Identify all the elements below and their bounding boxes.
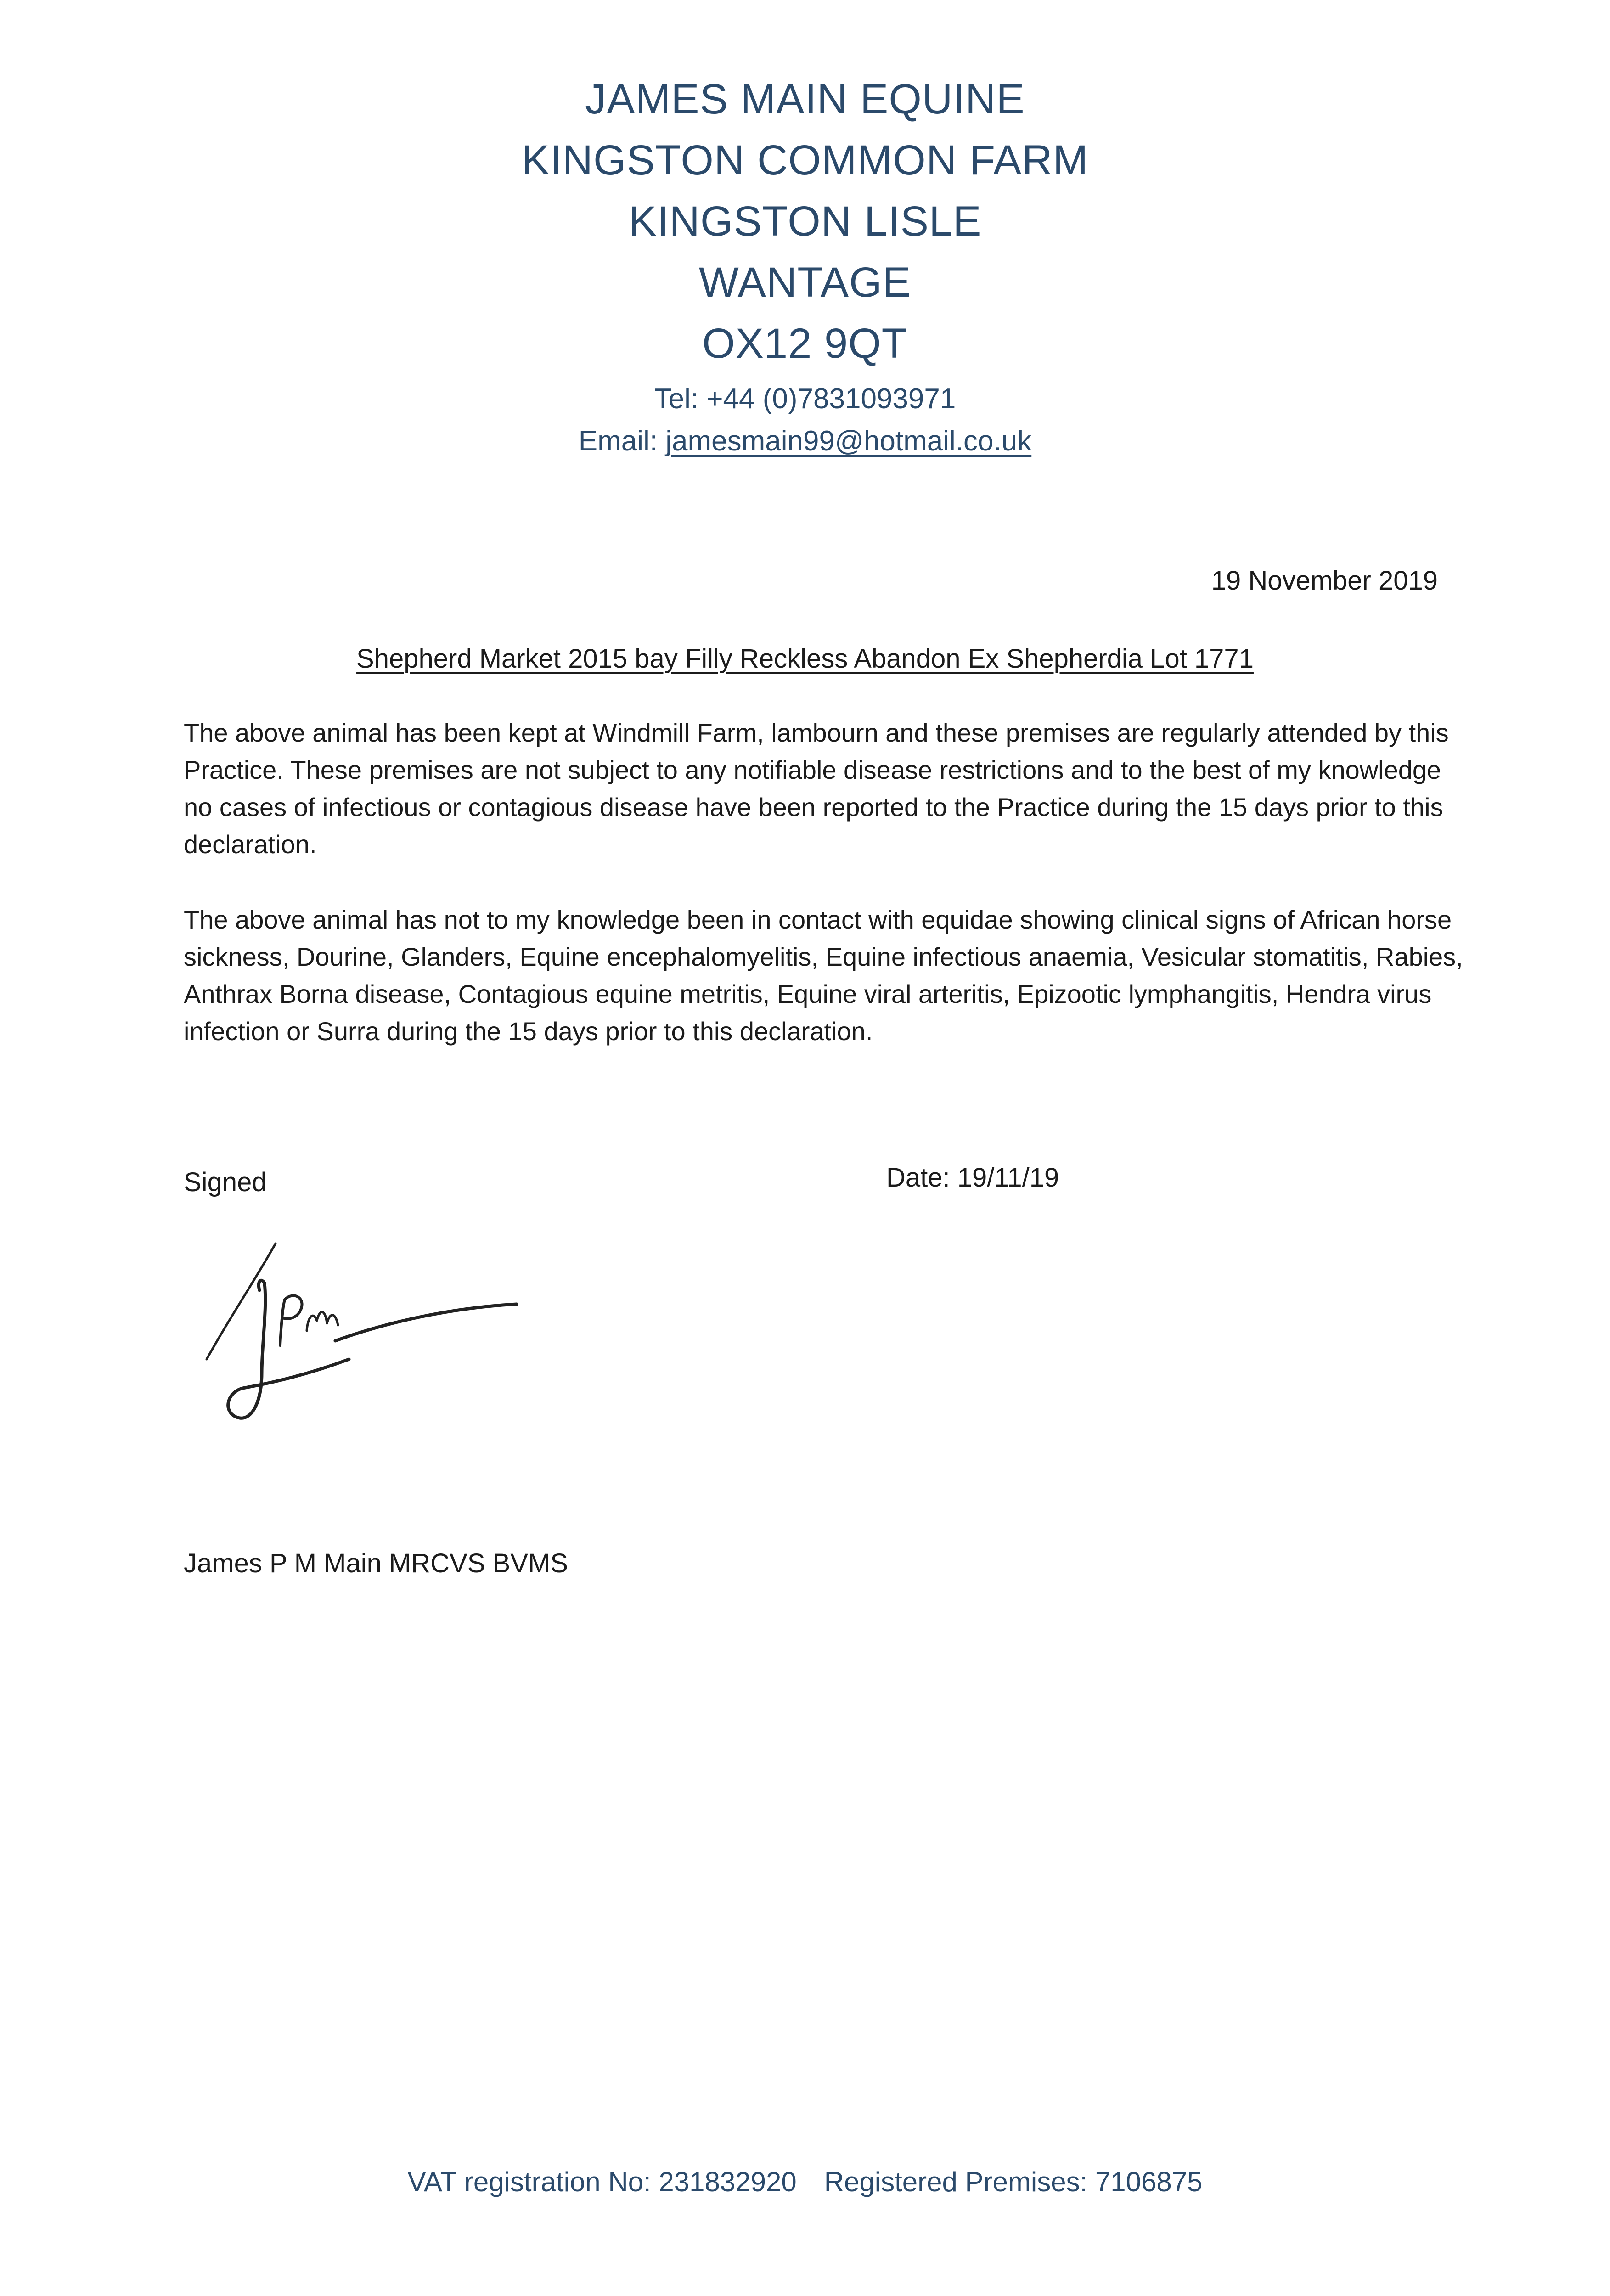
declaration-paragraph-premises: The above animal has been kept at Windmill Farm, lambourn and these premises are regularly attended by this Practice. These premises are not subject to any notifiable disease restrictions and to the best of my knowledge no cases of infectious or contagious disease have been reported to the Practice during the 15 days prior to this declaration. <box>184 718 1449 859</box>
signature-stroke-j <box>228 1280 349 1418</box>
address-line-farm: KINGSTON COMMON FARM <box>521 137 1089 184</box>
footer <box>0 2163 1610 2201</box>
email-link[interactable]: jamesmain99@hotmail.co.uk <box>665 425 1032 457</box>
email-line <box>0 420 1610 462</box>
signed-label: Signed <box>184 1167 267 1197</box>
email-label: Email: <box>578 425 666 457</box>
address-line-town: WANTAGE <box>699 259 911 306</box>
practice-name: JAMES MAIN EQUINE <box>585 76 1025 123</box>
vat-registration: VAT registration No: 231832920 <box>407 2167 797 2197</box>
signature-date: Date: 19/11/19 <box>886 1163 1059 1193</box>
signatory-name: James P M Main MRCVS BVMS <box>184 1548 568 1578</box>
letterhead <box>0 69 1610 462</box>
signature-stroke-m <box>307 1312 338 1331</box>
telephone: Tel: +44 (0)7831093971 <box>654 383 956 415</box>
address-line-postcode: OX12 9QT <box>702 320 908 367</box>
signature-stroke-tail <box>335 1304 517 1341</box>
signature-stroke-p <box>280 1296 302 1345</box>
address-line-village: KINGSTON LISLE <box>628 198 982 245</box>
declaration-paragraph-contact: The above animal has not to my knowledge been in contact with equidae showing clinical signs of African horse sickness, Dourine, Glanders, Equine encephalomyelitis, Equine infectious anaemia, Vesicular stomatitis, Rabies, Anthrax Borna disease, Contagious equine metritis, Equine viral arteritis, Epizootic lymphangitis, Hendra virus infection or Surra during the 15 days prior to this declaration. <box>184 905 1463 1046</box>
subject-line <box>0 641 1610 677</box>
subject-text: Shepherd Market 2015 bay Filly Reckless Abandon Ex Shepherdia Lot 1771 <box>356 644 1254 674</box>
registered-premises: Registered Premises: 7106875 <box>824 2167 1203 2197</box>
letter-date: 19 November 2019 <box>1211 566 1438 596</box>
handwritten-signature <box>193 1235 524 1446</box>
